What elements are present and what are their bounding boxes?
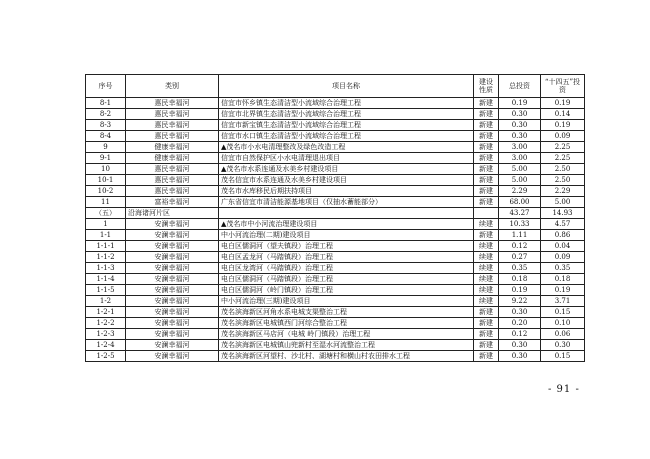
cell-fourteenth: 0.30	[541, 340, 585, 351]
table-row	[86, 340, 585, 351]
table-row	[86, 175, 585, 186]
cell-name: 广东省信宜市清洁能源基地项目（仅抽水蓄能部分）	[219, 197, 474, 208]
cell-category: 安澜幸福河	[126, 307, 219, 318]
cell-fourteenth: 2.50	[541, 175, 585, 186]
cell-category: 安澜幸福河	[126, 318, 219, 329]
cell-total: 0.18	[499, 274, 541, 285]
cell-name: 茂名滨海新区电城镇山兜新村至湿水河流整治工程	[219, 340, 474, 351]
cell-type: 新建	[474, 186, 499, 197]
cell-no: 10-2	[86, 186, 126, 197]
table-row	[86, 120, 585, 131]
cell-no: （五）	[86, 208, 126, 219]
cell-category: 安澜幸福河	[126, 252, 219, 263]
table-header-row	[86, 75, 585, 98]
cell-category: 沿海诸河片区	[126, 208, 219, 219]
cell-type: 续建	[474, 263, 499, 274]
cell-total: 68.00	[499, 197, 541, 208]
cell-type: 新建	[474, 131, 499, 142]
cell-type: 新建	[474, 329, 499, 340]
cell-fourteenth: 2.50	[541, 164, 585, 175]
cell-name: 电白区儒洞河（马踏镇段）治理工程	[219, 274, 474, 285]
cell-category: 安澜幸福河	[126, 274, 219, 285]
cell-total: 0.30	[499, 109, 541, 120]
cell-no: 1-2-3	[86, 329, 126, 340]
cell-name: 茂名滨海新区马店河（电城 岭门镇段）治理工程	[219, 329, 474, 340]
cell-total: 3.00	[499, 153, 541, 164]
cell-fourteenth: 0.18	[541, 274, 585, 285]
table-row	[86, 296, 585, 307]
cell-total: 0.30	[499, 351, 541, 362]
cell-type: 续建	[474, 285, 499, 296]
cell-total: 9.22	[499, 296, 541, 307]
cell-name: ▲茂名市小水电清理整改及绿色改造工程	[219, 142, 474, 153]
cell-type: 新建	[474, 120, 499, 131]
header-total: 总投资	[499, 75, 541, 98]
cell-type: 新建	[474, 307, 499, 318]
cell-no: 1-2	[86, 296, 126, 307]
table-row	[86, 186, 585, 197]
table-row	[86, 164, 585, 175]
cell-fourteenth: 2.29	[541, 186, 585, 197]
cell-type: 续建	[474, 241, 499, 252]
cell-category: 安澜幸福河	[126, 351, 219, 362]
cell-category: 健康幸福河	[126, 142, 219, 153]
cell-type: 新建	[474, 175, 499, 186]
cell-no: 1	[86, 219, 126, 230]
cell-total: 0.30	[499, 131, 541, 142]
cell-type: 新建	[474, 351, 499, 362]
table-row	[86, 98, 585, 109]
cell-fourteenth: 0.09	[541, 131, 585, 142]
cell-name: 茂名滨海新区电城镇西门河综合整治工程	[219, 318, 474, 329]
cell-name: ▲茂名市水系连通及水美乡村建设项目	[219, 164, 474, 175]
cell-no: 1-1-1	[86, 241, 126, 252]
cell-total: 0.30	[499, 120, 541, 131]
cell-type: 新建	[474, 318, 499, 329]
cell-total: 5.00	[499, 175, 541, 186]
cell-name: 茂名滨海新区河望村、沙北村、湖塘村和横山村农田排水工程	[219, 351, 474, 362]
cell-category: 安澜幸福河	[126, 296, 219, 307]
cell-name: 信宜市水口镇生态清洁型小流域综合治理工程	[219, 131, 474, 142]
cell-name: 茂名信宜市水系连通及水美乡村建设项目	[219, 175, 474, 186]
cell-name: 信宜市怀乡镇生态清洁型小流域综合治理工程	[219, 98, 474, 109]
header-fourteenth: “十四五”投资	[541, 75, 585, 98]
cell-category: 安澜幸福河	[126, 285, 219, 296]
cell-fourteenth: 0.19	[541, 120, 585, 131]
cell-category: 安澜幸福河	[126, 329, 219, 340]
table-row	[86, 153, 585, 164]
table-row	[86, 230, 585, 241]
cell-total: 0.30	[499, 307, 541, 318]
cell-category: 富裕幸福河	[126, 197, 219, 208]
cell-no: 9-1	[86, 153, 126, 164]
header-no: 序号	[86, 75, 126, 98]
cell-no: 8-3	[86, 120, 126, 131]
cell-total: 0.12	[499, 329, 541, 340]
cell-total: 43.27	[499, 208, 541, 219]
cell-type: 新建	[474, 142, 499, 153]
cell-no: 10	[86, 164, 126, 175]
table-row	[86, 263, 585, 274]
cell-name: ▲茂名市中小河流治理建设项目	[219, 219, 474, 230]
cell-total: 0.19	[499, 285, 541, 296]
cell-type: 新建	[474, 164, 499, 175]
cell-no: 1-1	[86, 230, 126, 241]
cell-total: 1.11	[499, 230, 541, 241]
table-row	[86, 307, 585, 318]
cell-name: 电白区儒洞河（望夫镇段）治理工程	[219, 241, 474, 252]
cell-category: 惠民幸福河	[126, 175, 219, 186]
cell-name: 信宜市自然保护区小水电清理退出项目	[219, 153, 474, 164]
cell-type: 新建	[474, 340, 499, 351]
cell-category: 安澜幸福河	[126, 230, 219, 241]
cell-name: 中小河流治理(二期)建设项目	[219, 230, 474, 241]
table-row	[86, 197, 585, 208]
header-build-type: 建设性质	[474, 75, 499, 98]
cell-no: 1-2-4	[86, 340, 126, 351]
cell-no: 1-2-1	[86, 307, 126, 318]
cell-fourteenth: 5.00	[541, 197, 585, 208]
cell-fourteenth: 2.25	[541, 153, 585, 164]
cell-no: 1-1-2	[86, 252, 126, 263]
cell-fourteenth: 0.19	[541, 285, 585, 296]
cell-name: 信宜市新宝镇生态清洁型小流域综合治理工程	[219, 120, 474, 131]
table-row	[86, 318, 585, 329]
cell-fourteenth: 0.35	[541, 263, 585, 274]
cell-category: 安澜幸福河	[126, 241, 219, 252]
cell-no: 1-2-5	[86, 351, 126, 362]
cell-type: 续建	[474, 296, 499, 307]
cell-fourteenth: 0.09	[541, 252, 585, 263]
cell-type: 新建	[474, 98, 499, 109]
project-table	[85, 74, 585, 362]
cell-type: 新建	[474, 197, 499, 208]
cell-type	[474, 208, 499, 219]
cell-fourteenth: 0.15	[541, 307, 585, 318]
table-row	[86, 252, 585, 263]
cell-total: 2.29	[499, 186, 541, 197]
cell-type: 续建	[474, 219, 499, 230]
cell-name: 信宜市北界镇生态清洁型小流域综合治理工程	[219, 109, 474, 120]
cell-type: 新建	[474, 109, 499, 120]
cell-type: 新建	[474, 230, 499, 241]
cell-total: 3.00	[499, 142, 541, 153]
table-row	[86, 241, 585, 252]
table-row	[86, 329, 585, 340]
cell-category: 惠民幸福河	[126, 164, 219, 175]
table-row	[86, 142, 585, 153]
cell-total: 0.12	[499, 241, 541, 252]
cell-category: 安澜幸福河	[126, 219, 219, 230]
cell-total: 0.19	[499, 98, 541, 109]
cell-category: 惠民幸福河	[126, 109, 219, 120]
cell-fourteenth: 0.06	[541, 329, 585, 340]
cell-fourteenth: 0.14	[541, 109, 585, 120]
table-row	[86, 351, 585, 362]
table-row	[86, 219, 585, 230]
cell-type: 新建	[474, 153, 499, 164]
cell-no: 1-2-2	[86, 318, 126, 329]
cell-name: 电白区孟龙河（马踏镇段）治理工程	[219, 252, 474, 263]
cell-no: 8-4	[86, 131, 126, 142]
cell-no: 1-1-4	[86, 274, 126, 285]
cell-name: 中小河流治理(三期)建设项目	[219, 296, 474, 307]
cell-type: 续建	[474, 252, 499, 263]
table-row	[86, 274, 585, 285]
cell-name: 电白区龙湾河（马踏镇段）治理工程	[219, 263, 474, 274]
cell-no: 1-1-5	[86, 285, 126, 296]
cell-no: 9	[86, 142, 126, 153]
cell-total: 0.20	[499, 318, 541, 329]
cell-no: 8-1	[86, 98, 126, 109]
cell-fourteenth: 0.04	[541, 241, 585, 252]
cell-no: 11	[86, 197, 126, 208]
cell-fourteenth: 0.19	[541, 98, 585, 109]
cell-category: 安澜幸福河	[126, 263, 219, 274]
cell-no: 1-1-3	[86, 263, 126, 274]
cell-category: 惠民幸福河	[126, 186, 219, 197]
cell-name: 茂名滨海新区河角水系电城支渠整治工程	[219, 307, 474, 318]
cell-category: 惠民幸福河	[126, 98, 219, 109]
cell-fourteenth: 0.86	[541, 230, 585, 241]
header-category: 类别	[126, 75, 219, 98]
table-row	[86, 131, 585, 142]
cell-no: 8-2	[86, 109, 126, 120]
cell-fourteenth: 0.15	[541, 351, 585, 362]
cell-fourteenth: 14.93	[541, 208, 585, 219]
cell-name: 电白区儒洞河（岭门镇段）治理工程	[219, 285, 474, 296]
header-name: 项目名称	[219, 75, 474, 98]
cell-fourteenth: 2.25	[541, 142, 585, 153]
cell-name: 茂名市水库移民后期扶持项目	[219, 186, 474, 197]
cell-fourteenth: 3.71	[541, 296, 585, 307]
cell-fourteenth: 4.57	[541, 219, 585, 230]
cell-total: 5.00	[499, 164, 541, 175]
cell-category: 健康幸福河	[126, 153, 219, 164]
page-number: - 91 -	[548, 384, 580, 395]
section-row	[86, 208, 585, 219]
cell-type: 续建	[474, 274, 499, 285]
cell-fourteenth: 0.10	[541, 318, 585, 329]
cell-category: 惠民幸福河	[126, 131, 219, 142]
table-row	[86, 109, 585, 120]
cell-category: 安澜幸福河	[126, 340, 219, 351]
cell-total: 0.35	[499, 263, 541, 274]
cell-total: 0.30	[499, 340, 541, 351]
cell-total: 10.33	[499, 219, 541, 230]
table-row	[86, 285, 585, 296]
cell-no: 10-1	[86, 175, 126, 186]
cell-category: 惠民幸福河	[126, 120, 219, 131]
cell-total: 0.27	[499, 252, 541, 263]
cell-name	[219, 208, 474, 219]
